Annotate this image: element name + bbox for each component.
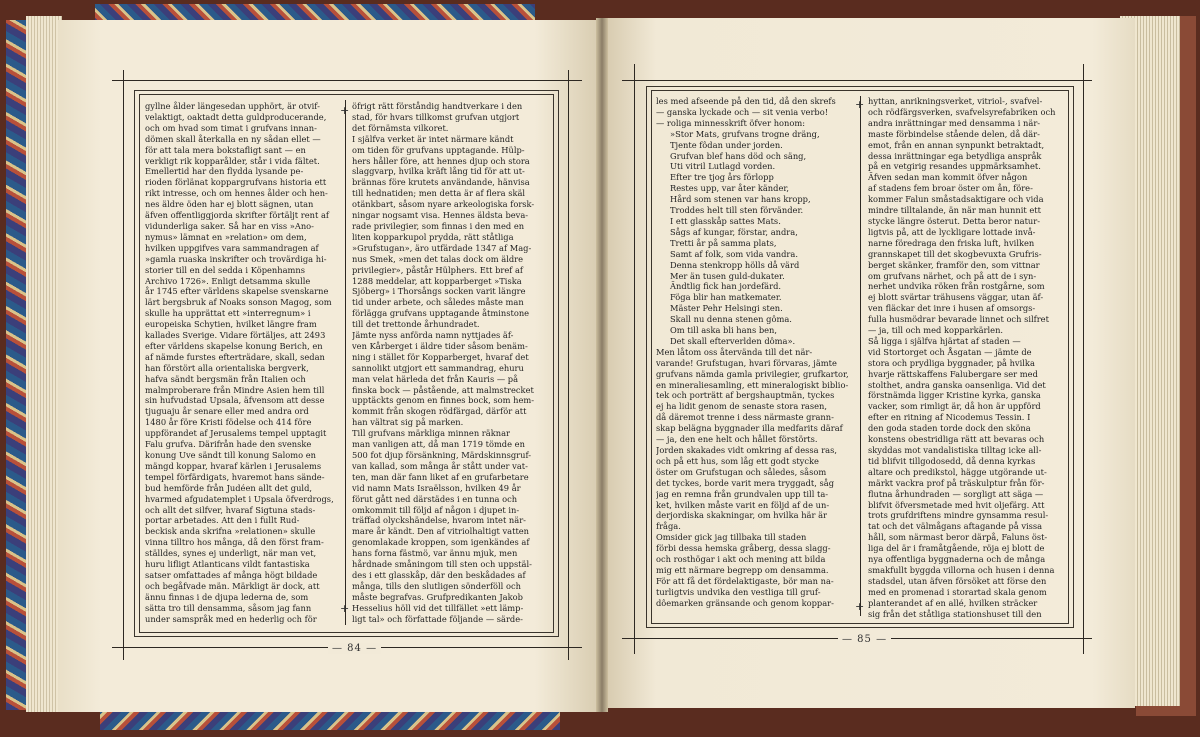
text-line: »Stor Mats, grufvans trogne dräng, <box>670 128 820 139</box>
text-line: för att tala mera bokstafligt sant — en <box>145 144 306 155</box>
poem-block <box>656 129 854 347</box>
frame-line-right <box>1083 64 1084 654</box>
text-line: ning i stället för Kopparberget, hvaraf det <box>352 351 529 362</box>
text-line: planterandet af en allé, hvilken sträcker <box>868 597 1038 608</box>
frame-line-right <box>568 70 569 660</box>
text-line: omkommit till följd af någon i djupet in- <box>352 504 520 515</box>
text-line: »Grufstugan», äro utfärdade 1347 af Mag- <box>352 242 532 253</box>
text-line: narne föredraga den friska luft, hvilken <box>868 237 1035 248</box>
book-gutter <box>596 18 608 712</box>
column-rule-ornament: + <box>855 600 865 613</box>
text-line: derjordiska skakningar, om hvilka här är <box>656 510 827 521</box>
frame-line-top <box>622 80 1092 81</box>
text-line: Hård som stenen var hans kropp, <box>670 194 811 205</box>
text-line: Föga blir han matkemater. <box>670 292 782 303</box>
marbled-endpaper-left <box>6 20 28 710</box>
text-line: Om till aska bli hans ben, <box>670 325 778 336</box>
text-line: otänkbart, såsom nyare arkeologiska forsk- <box>352 199 535 210</box>
text-line: och på ett hus, som låg ett godt stycke <box>656 455 819 466</box>
text-line: hvilken uppgifves vara sammandragen af <box>145 242 319 253</box>
text-line: van kallad, som många år stått under vat- <box>352 460 528 471</box>
text-line: förbi dessa hemska gråberg, dessa slagg- <box>656 543 831 554</box>
text-line: hårdnade småningom till sten och uppstäl- <box>352 559 532 570</box>
frame-line-top <box>112 80 582 81</box>
text-line: träffad olyckshändelse, hvarom intet när- <box>352 515 526 526</box>
text-line: förstnämda ligger Kristine kyrka, ganska <box>868 390 1041 401</box>
text-line: Samt af folk, som vida vandra. <box>670 248 798 259</box>
text-line: om tiden för grufvans upptagande. Hülp- <box>352 144 525 155</box>
text-line: ven Kårberget i äldre tider såsom benäm- <box>352 340 528 351</box>
text-line: I själfva verket är intet närmare kändt <box>352 133 514 144</box>
text-line: efter en ritning af Nicodemus Tessin. I <box>868 412 1031 423</box>
text-line: tjuguaju år senare eller med andra ord <box>145 406 309 417</box>
text-line: Efter tre tjog års förlopp <box>670 172 774 183</box>
text-line: storier till en del sedda i Köpenhamns <box>145 264 306 275</box>
text-line: äfven offentliggjorda skrifter förtäljt rent af <box>145 210 329 221</box>
text-line: ej blott svärtar trähusens väggar, utan äf- <box>868 292 1044 303</box>
text-line: upptäckts genom en finnes bock, som hem- <box>352 395 535 406</box>
text-line: altare och predikstol, hägge utgörande ut- <box>868 466 1047 477</box>
text-line: många, tills den slutligen sönderföll och <box>352 580 521 591</box>
text-line: bud hemförde från Judéen allt det guld, <box>145 482 313 493</box>
text-line: huru lifligt Atlanticans vildt fantastiska <box>145 559 310 570</box>
text-line: Tjente fôdan under jorden. <box>670 139 783 150</box>
text-line: Restes upp, var åter känder, <box>670 183 790 194</box>
text-line: den goda staden torde dock den sköna <box>868 423 1031 434</box>
text-line: Ändtlig fick han jordefärd. <box>670 281 782 292</box>
text-line: Äfven sedan man kommit öfver någon <box>868 172 1028 183</box>
text-line: år 1745 efter världens skapelse svenskarne <box>145 286 329 297</box>
text-line: Falu grufva. Därifrån hade den svenske <box>145 439 312 450</box>
text-line: sig från det ståtliga stationshuset till den <box>868 608 1042 619</box>
text-line: skyddas mot vandalistiska tilltag icke all- <box>868 445 1042 455</box>
paragraph-block <box>352 101 548 625</box>
text-line: det förnämsta vilkoret. <box>352 122 449 133</box>
text-line: grufvans nämda gamla privilegier, grufkartor, <box>656 368 849 379</box>
paragraph-block <box>656 347 854 609</box>
column-rule-left <box>345 100 346 625</box>
text-line: Mer än tusen guld-dukater. <box>670 270 785 281</box>
text-line: med en promenad i storartad skala genom <box>868 586 1047 597</box>
text-line: vid namn Mats Israëlsson, hvilken 49 år <box>352 482 521 493</box>
text-line: stolthet, andra ganska oansenliga. Vid det <box>868 379 1046 390</box>
text-line: vid Stortorget och Åsgatan — jämte de <box>868 346 1032 357</box>
left-page-column-2 <box>352 101 548 631</box>
text-line: — ganska lyckade och — sit venia verbo! <box>656 106 829 117</box>
text-line: uppförandet af Jerusalems tempel upptagit <box>145 428 327 439</box>
text-line: — ja, till och med kopparkärlen. <box>868 325 1004 336</box>
text-line: då däremot trenne i dess närmaste grann- <box>656 412 834 423</box>
text-line: malmproberare från Mindre Asien hem till <box>145 384 325 395</box>
text-line: han förstört alla orientaliska bergverk, <box>145 362 309 373</box>
text-line: dömen skall återkalla en ny sådan ellet — <box>145 133 321 144</box>
text-line: ligt tal» och författade följande — särde- <box>352 613 523 624</box>
text-line: hans forna fästmö, var ännu mjuk, men <box>352 548 518 559</box>
text-line: af nämde furstes efterträdare, skall, sedan <box>145 351 325 362</box>
text-line: tid under arbete, och således måste man <box>352 297 524 308</box>
text-line: hyttan, anrikningsverket, vitriol-, svafvel- <box>868 96 1043 106</box>
text-line: Till grufvans märkliga minnen räknar <box>352 428 511 439</box>
text-line: genomlakade kroppen, som igenkändes af <box>352 537 530 548</box>
text-line: Uti vitril Lutlagd vorden. <box>670 161 776 172</box>
text-line: europeiska Schytien, hvilket längre fram <box>145 319 317 330</box>
text-line: hafva sändt bergsmän från Italien och <box>145 373 306 384</box>
text-line: Emellertid har den flydda lysande pe- <box>145 166 304 177</box>
text-line: man velat härleda det från Kauris — på <box>352 373 519 384</box>
text-line: brännas före krutets användande, hänvisa <box>352 177 530 188</box>
text-line: stad, för hvars tillkomst grufvan utgjort <box>352 111 520 122</box>
text-line: ställdes, synes ej underligt, när man vet, <box>145 548 317 559</box>
text-line: 500 fot djup försänkning, Märdskinnsgruf- <box>352 450 532 460</box>
text-line: Omsider gick jag tillbaka till staden <box>656 532 807 543</box>
text-line: vidunderliga saker. Så har en viss »Ano- <box>145 220 314 231</box>
text-line: stadsdel, utan äfven försöket att förse den <box>868 575 1047 586</box>
paragraph-block <box>868 96 1064 620</box>
text-line: sannolikt utgjort ett sammandrag, ehuru <box>352 362 524 373</box>
text-line: hvarje rättskaffens Falubergare ser med <box>868 368 1038 379</box>
text-line: I ett glasskåp sattes Mats. <box>670 215 781 226</box>
text-line: — roliga minnesskrift öfver honom: <box>656 117 806 128</box>
text-line: och allt det silfver, hvaraf Sigtuna stads- <box>145 504 316 515</box>
text-line: dôemarken gränsande och genom koppar- <box>656 597 834 608</box>
text-line: rikt intresse, och om hennes ålder och hen- <box>145 188 328 199</box>
text-line: Hesselius höll vid det tillfället »ett lämp- <box>352 602 524 613</box>
text-line: Jorden skakades vidt omkring af dessa ras, <box>656 445 838 455</box>
text-line: berget skänker, framför den, som vittnar <box>868 259 1040 270</box>
text-line: velaktigt, oaktadt detta guldproducerande, <box>145 111 327 122</box>
text-line: nus Smek, »men det talas dock om äldre <box>352 253 524 264</box>
text-line: öfrigt rätt förståndig handtverkare i den <box>352 101 523 111</box>
text-line: och rosthögar i akt och mening att bilda <box>656 554 826 565</box>
text-line: ningar nogsamt visa. Hennes äldsta beva- <box>352 210 529 221</box>
text-line: märkt vackra prof på träskulptur från för- <box>868 477 1045 488</box>
text-line: blifvit öfversmetade med hvit oljefärg. Att <box>868 499 1045 510</box>
text-line: finska bock — påstående, att malmstrecket <box>352 384 534 395</box>
text-line: Sjöberg» i Thorsångs socken varit längre <box>352 286 526 297</box>
text-line: tid blifvit tillgodosedd, då denna kyrkas <box>868 455 1036 466</box>
text-line: mindre tilltalande, än när man hunnit ett <box>868 205 1041 216</box>
text-line: kallades Sverige. Vidare förtäljes, att 2493 <box>145 330 326 341</box>
text-line: Så ligga i själfva hjärtat af staden — <box>868 335 1021 346</box>
text-line: turligtvis undvika den vestliga till gruf- <box>656 586 821 597</box>
text-line: 1288 meddelar, att kopparberget »Tiska <box>352 275 522 286</box>
text-line: »gamla ruaska inskrifter och trovärdiga hi- <box>145 253 327 264</box>
text-line: fulla husmödrar bevarade linnet och silfret <box>868 314 1049 325</box>
page-number-right: — 85 — <box>838 634 891 645</box>
text-line: nes äldre öden har ej blott sägnen, utan <box>145 199 314 210</box>
text-line: och begåfvade män. Märkligt är dock, att <box>145 580 320 591</box>
right-page-column-1 <box>656 96 854 621</box>
text-line: tek och porträtt af bergshauptmän, tyckes <box>656 390 835 401</box>
text-line: tempel förfärdigats, hvaremot hans sände- <box>145 471 325 482</box>
text-line: en mineraliesamling, ett mineralogiskt biblio- <box>656 379 849 390</box>
text-line: ännu finnas i de djupa lederna de, som <box>145 591 309 602</box>
text-line: ej ha lidit genom de senaste stora rasen, <box>656 401 828 412</box>
right-page-column-2 <box>868 96 1064 621</box>
text-line: smakfullt byggda villorna och husen i denna <box>868 564 1055 575</box>
column-rule-ornament: + <box>340 602 350 615</box>
frame-line-left <box>123 70 124 660</box>
text-line: vacker, som rimligt är, då hon är uppförd <box>868 401 1041 412</box>
text-line: skulle ha upprättat ett »interregnum» i <box>145 308 311 319</box>
text-line: Skall nu denna stenen gôma. <box>670 314 792 325</box>
text-line: portar arbetades. Att den i fullt Rud- <box>145 515 300 526</box>
text-line: varande! Grufstugan, hvari förvaras, jämte <box>656 357 837 368</box>
column-rule-ornament: + <box>855 98 865 111</box>
column-rule-right <box>860 96 861 616</box>
text-line: det tyckes, borde varit mera tryggadt, såg <box>656 477 835 488</box>
text-line: 1480 år före Kristi födelse och 414 före <box>145 417 312 428</box>
text-line: Mäster Pehr Helsingi sten. <box>670 303 783 314</box>
left-page-column-1 <box>145 101 340 631</box>
text-line: hvarmed afgudatemplet i Upsala öfverdrogs, <box>145 493 334 504</box>
text-line: gyllne ålder längesedan upphört, är otvif- <box>145 101 320 111</box>
text-line: rioden förlänat koppargrufvans historia ett <box>145 177 327 188</box>
text-line: förlägga grufvans upptagande åtminstone <box>352 308 530 319</box>
text-line: liga del är i framåtgående, röja ej blott de <box>868 543 1045 554</box>
text-line: Det skall efterverlden dôma». <box>670 335 796 346</box>
text-line: konung Uve sändt till konung Salomo en <box>145 450 317 460</box>
text-line: mig ett närmare begrepp om densamma. <box>656 564 829 575</box>
text-line: under samspråk med en hederlig och för <box>145 613 317 624</box>
text-line: dessa inrättningar ega betydliga anspråk <box>868 150 1042 161</box>
text-line: nymus» lämnat en »relation» om dem, <box>145 231 307 242</box>
text-line: och om hvad som timat i grufvans innan- <box>145 122 317 133</box>
text-line: man vanligen att, då man 1719 tömde en <box>352 439 525 450</box>
text-line: beckisk anda skrifna »relationen» skulle <box>145 526 316 537</box>
text-line: sätta tro till densamma, såsom jag fann <box>145 602 312 613</box>
text-line: förut gått ned därstädes i en tunna och <box>352 493 518 504</box>
text-line: öster om Grufstugan och således, såsom <box>656 466 827 477</box>
page-number-left: — 84 — <box>328 643 381 654</box>
page-edges-left <box>26 16 62 712</box>
text-line: af stadens fem broar öster om ån, före- <box>868 183 1033 194</box>
text-line: verkligt rik kopparålder, står i vida fältet. <box>145 155 320 166</box>
text-line: ven fläckar det inre i husen af omsorgs- <box>868 303 1036 314</box>
text-line: För att få det fördelaktigaste, bör man na- <box>656 575 834 586</box>
text-line: privilegier», påstår Hülphers. Ett bref af <box>352 264 523 275</box>
text-line: skap belägna byggnader illa medfarits däraf <box>656 423 843 434</box>
text-line: till det trettonde århundradet. <box>352 319 480 330</box>
text-line: ten, man där fann liket af en grufarbetare <box>352 471 529 482</box>
text-line: efter världens skapelse konung Berich, en <box>145 340 323 351</box>
text-line: hers håller före, att hennes djup och stora <box>352 155 530 166</box>
text-line: slaggvarp, hvilka kräft lång tid för att ut- <box>352 166 525 177</box>
text-line: trots grufdriftens mindre gynsamma resul- <box>868 510 1049 521</box>
text-line: lärt bergsbruk af Noaks sonson Magog, som <box>145 297 332 308</box>
text-line: han vältrat sig på marken. <box>352 417 464 428</box>
text-line: Archivo 1726». Enligt detsamma skulle <box>145 275 311 286</box>
text-line: vinna tilltro hos många, då den först fram- <box>145 537 324 548</box>
text-line: rade privilegier, som finnas i den med en <box>352 220 525 231</box>
text-line: fråga. <box>656 521 681 532</box>
text-line: maste förbindelse stående delen, då där- <box>868 128 1040 139</box>
text-line: jag en remna från grundvalen upp till ta- <box>656 488 829 499</box>
text-line: konstens obestridliga rätt att bevaras och <box>868 434 1045 445</box>
text-line: Jämte nyss anförda namn nyttjades äf- <box>352 330 514 341</box>
paragraph-block <box>656 96 854 129</box>
text-line: om grufvans närhet, och på att de i syn- <box>868 270 1037 281</box>
text-line: satser omfattades af många högt bildade <box>145 569 318 580</box>
text-line: ket, hvilken måste varit en följd af de un- <box>656 499 830 510</box>
text-line: kommer Falun småstadsaktigare och vida <box>868 194 1044 205</box>
text-line: emot, från en annan synpunkt betraktadt, <box>868 139 1045 150</box>
text-line: sin hufvudstad Upsala, äfvensom att desse <box>145 395 325 406</box>
text-line: på en vetgirig resandes uppmärksamhet. <box>868 161 1041 172</box>
text-line: och rödfärgsverken, svafvelsyrefabriken och <box>868 106 1056 117</box>
text-line: mängd koppar, hvaraf kärlen i Jerusalems <box>145 460 322 471</box>
text-line: kommit från skogen rödfärgad, därför att <box>352 406 527 417</box>
text-line: nerhet undvika röken från rostgårne, som <box>868 281 1045 292</box>
text-line: flutna århundraden — sorgligt att säga — <box>868 488 1044 499</box>
text-line: liten kopparkupol prydda, rätt ståtliga <box>352 231 514 242</box>
text-line: — ja, den ene helt och hållet förstörts. <box>656 434 818 445</box>
text-line: Sågs af kungar, förstar, andra, <box>670 226 798 237</box>
text-line: håll, som närmast beror därpå, Faluns öst- <box>868 532 1048 543</box>
text-line: Troddes helt till sten förvänder. <box>670 205 804 216</box>
text-line: Grufvan blef hans död och säng, <box>670 150 807 161</box>
text-line: tat och det välmågans aftagande på vissa <box>868 521 1043 532</box>
paragraph-block <box>145 101 340 625</box>
text-line: les med afseende på den tid, då den skrefs <box>656 96 836 106</box>
frame-line-left <box>634 64 635 654</box>
text-line: nya offentliga byggnaderna och de många <box>868 554 1046 565</box>
text-line: ligtvis på, att de lyckligare lottade invå- <box>868 226 1036 237</box>
text-line: till hednatiden; men detta är af flera skäl <box>352 188 526 199</box>
text-line: grannskapet till det skogbevuxta Grufris- <box>868 248 1042 259</box>
column-rule-ornament: + <box>340 104 350 117</box>
text-line: andra inrättningar med densamma i när- <box>868 117 1041 128</box>
text-line: Denna stenkropp hölls då värd <box>670 259 800 270</box>
text-line: stycke längre österut. Detta beror natur- <box>868 215 1041 226</box>
text-line: måste begrafvas. Grufpredikanten Jakob <box>352 591 523 602</box>
text-line: mare år kändt. Den af vitriolhaltigt vatten <box>352 526 530 537</box>
text-line: Men låtom oss återvända till det när- <box>656 346 813 357</box>
text-line: des i ett glasskåp, där den beskådades af <box>352 569 526 580</box>
text-line: Tretti år på samma plats, <box>670 237 777 248</box>
text-line: stora och prydliga byggnader, på hvilka <box>868 357 1035 368</box>
